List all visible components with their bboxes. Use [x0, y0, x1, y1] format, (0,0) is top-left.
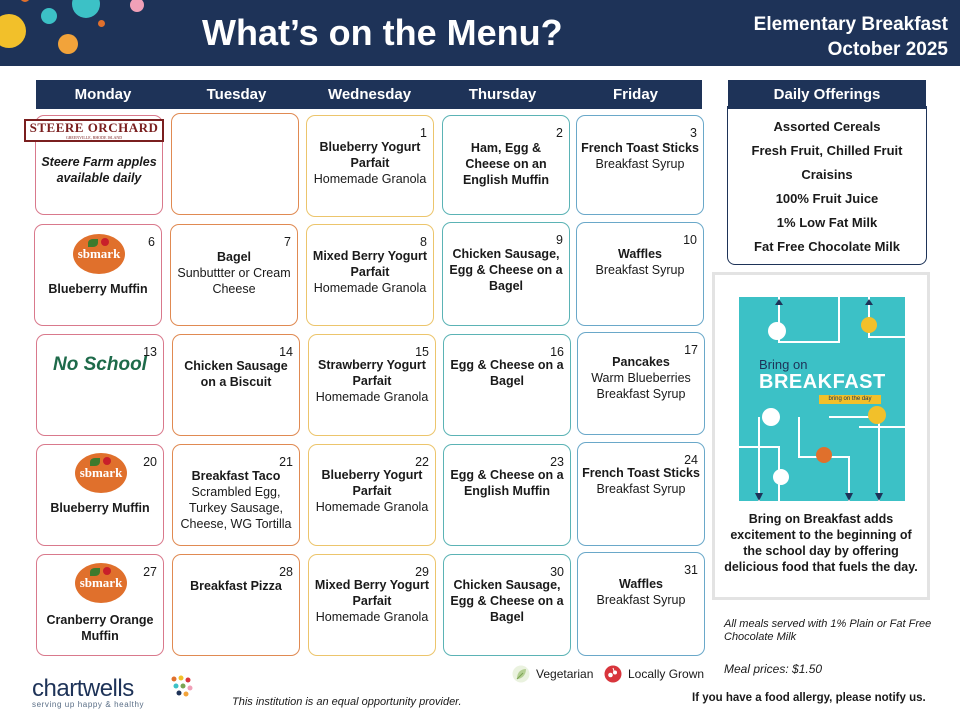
legend-vegetarian-label: Vegetarian [536, 667, 594, 681]
allergy-note: If you have a food allergy, please notify us. [692, 692, 926, 704]
poster-text-breakfast: BREAKFAST [759, 371, 886, 393]
farm-logo-icon: sbmark [75, 453, 127, 493]
dish-name: Blueberry Yogurt Parfait [319, 140, 421, 170]
offering-item: Craisins [801, 167, 853, 182]
menu-cell-oct-15 [308, 334, 436, 436]
day-friday: Friday [612, 86, 658, 103]
date-number: 2 [556, 126, 563, 140]
brand-dots-icon [170, 675, 194, 697]
date-number: 24 [684, 453, 698, 467]
menu-cell-oct-24 [577, 442, 705, 546]
day-thursday: Thursday [468, 86, 537, 103]
page-title: What’s on the Menu? [202, 12, 563, 53]
dish-side: Breakfast Syrup [596, 482, 686, 496]
dish-side: Sunbuttter or Cream Cheese [177, 266, 291, 296]
menu-month: October 2025 [827, 39, 948, 60]
dish-name: Mixed Berry Yogurt Parfait [314, 578, 430, 608]
dish-side: Homemade Granola [313, 172, 427, 186]
date-number: 9 [556, 233, 563, 247]
poster-text-bring-on: Bring on [759, 357, 808, 372]
dish-side: Warm Blueberries Breakfast Syrup [591, 371, 691, 401]
dish-name: Egg & Cheese on a English Muffin [450, 468, 564, 498]
dish-side: Homemade Granola [315, 610, 429, 624]
steere-orchard-logo: STEERE ORCHARD GREENVILLE, RHODE ISLAND [24, 119, 164, 142]
date-number: 28 [279, 565, 293, 579]
menu-cell-oct-13 [36, 334, 164, 436]
menu-cell-oct-28 [172, 554, 300, 656]
date-number: 10 [683, 233, 697, 247]
offering-item: Fat Free Chocolate Milk [754, 239, 900, 254]
menu-subtitle [754, 12, 948, 62]
date-number: 14 [279, 345, 293, 359]
chartwells-logo [32, 675, 144, 709]
weekday-header [36, 80, 702, 109]
offering-item: 1% Low Fat Milk [776, 215, 878, 230]
dish-name: Pancakes [612, 355, 670, 369]
date-number: 30 [550, 565, 564, 579]
menu-cell-oct-16 [443, 334, 571, 436]
dish-name: Chicken Sausage, Egg & Cheese on a Bagel [450, 578, 564, 624]
header-bar [0, 0, 960, 66]
dish-name: Chicken Sausage, Egg & Cheese on a Bagel [449, 247, 563, 293]
date-number: 15 [415, 345, 429, 359]
day-wednesday: Wednesday [327, 86, 412, 103]
dish-name: Strawberry Yogurt Parfait [318, 358, 426, 388]
dish-name: French Toast Sticks [582, 466, 700, 480]
dish-name: Waffles [618, 247, 662, 261]
farm-apples-note: Steere Farm apples available daily [41, 155, 157, 185]
menu-cell-oct-8 [306, 224, 434, 326]
date-number: 22 [415, 455, 429, 469]
menu-cell-oct-6 [34, 224, 162, 326]
dish-side: Breakfast Syrup [595, 263, 685, 277]
menu-cell-oct-31 [577, 552, 705, 656]
promo-description: Bring on Breakfast adds excitement to the beginning of the school day by offering delicious food that fuels the day. [724, 512, 918, 574]
equal-opportunity-note: This institution is an equal opportunity provider. [232, 696, 462, 708]
menu-cell-oct-27 [36, 554, 164, 656]
bring-on-breakfast-promo [712, 272, 930, 600]
menu-cell-oct-17 [577, 332, 705, 435]
dish-name: Egg & Cheese on a Bagel [450, 358, 564, 388]
dish-side: Scrambled Egg, Turkey Sausage, Cheese, WG Tortilla [180, 485, 292, 531]
menu-cell-oct-30 [443, 554, 571, 656]
dish-name: Bagel [216, 250, 252, 264]
local-produce-icon [604, 665, 622, 683]
daily-offerings-title: Daily Offerings [728, 80, 926, 109]
date-number: 8 [420, 235, 427, 249]
dish-side: Homemade Granola [315, 500, 429, 514]
date-number: 3 [690, 126, 697, 140]
menu-cell-oct-9 [442, 222, 570, 326]
dish-name: Cranberry Orange Muffin [46, 613, 154, 643]
farm-logo-icon: sbmark [73, 234, 125, 274]
dish-name: Blueberry Muffin [50, 501, 150, 515]
farm-logo-icon: sbmark [75, 563, 127, 603]
legend-vegetarian [512, 665, 593, 683]
dish-name: Blueberry Yogurt Parfait [321, 468, 423, 498]
date-number: 31 [684, 563, 698, 577]
offering-item: Assorted Cereals [773, 119, 881, 134]
daily-offerings-panel [727, 106, 927, 265]
date-number: 21 [279, 455, 293, 469]
milk-note: All meals served with 1% Plain or Fat Free Chocolate Milk [724, 618, 932, 643]
no-school-label: No School [53, 354, 147, 375]
menu-cell-oct-1 [306, 115, 434, 217]
menu-cell-oct-29 [308, 554, 436, 656]
date-number: 13 [143, 345, 157, 359]
date-number: 7 [284, 235, 291, 249]
dish-name: Waffles [619, 577, 663, 591]
dish-name: French Toast Sticks [581, 141, 699, 155]
dish-side: Breakfast Syrup [595, 157, 685, 171]
day-tuesday: Tuesday [206, 86, 267, 103]
date-number: 1 [420, 126, 427, 140]
legend-local-label: Locally Grown [628, 667, 705, 681]
date-number: 23 [550, 455, 564, 469]
menu-cell-oct-3 [576, 115, 704, 215]
menu-cell-oct-21 [172, 444, 300, 546]
date-number: 6 [148, 235, 155, 249]
date-number: 27 [143, 565, 157, 579]
dish-side: Breakfast Syrup [596, 593, 686, 607]
menu-cell-oct-23 [443, 444, 571, 546]
daily-offerings-list [728, 107, 926, 263]
meal-prices: Meal prices: $1.50 [724, 662, 823, 676]
dish-side: Homemade Granola [315, 390, 429, 404]
menu-cell-oct-22 [308, 444, 436, 546]
dish-name: Ham, Egg & Cheese on an English Muffin [462, 141, 550, 187]
menu-cell-oct-10 [576, 222, 704, 326]
offering-item: Fresh Fruit, Chilled Fruit [751, 143, 903, 158]
dish-name: Chicken Sausage on a Biscuit [184, 359, 288, 389]
menu-cell-oct-14 [172, 334, 300, 436]
date-number: 29 [415, 565, 429, 579]
dish-name: Mixed Berry Yogurt Parfait [312, 249, 428, 279]
menu-cell-mon-1 [29, 115, 163, 215]
date-number: 16 [550, 345, 564, 359]
breakfast-poster-image [739, 297, 905, 501]
dish-side: Homemade Granola [313, 281, 427, 295]
legend-locally-grown [604, 665, 704, 683]
poster-tagline: bring on the day [819, 395, 881, 404]
decorative-dots [0, 0, 200, 66]
menu-cell-oct-2 [442, 115, 570, 215]
menu-cell-oct-7 [170, 224, 298, 326]
dish-name: Blueberry Muffin [48, 282, 148, 296]
menu-type: Elementary Breakfast [753, 14, 948, 35]
brand-name: chartwells [32, 675, 134, 702]
offering-item: 100% Fruit Juice [775, 191, 879, 206]
menu-cell-empty [171, 113, 299, 215]
menu-cell-oct-20 [36, 444, 164, 546]
brand-tagline: serving up happy & healthy [32, 700, 145, 709]
date-number: 17 [684, 343, 698, 357]
dish-name: Breakfast Pizza [190, 579, 282, 593]
dish-name: Breakfast Taco [191, 469, 281, 483]
date-number: 20 [143, 455, 157, 469]
day-monday: Monday [74, 86, 132, 103]
leaf-icon [512, 665, 530, 683]
